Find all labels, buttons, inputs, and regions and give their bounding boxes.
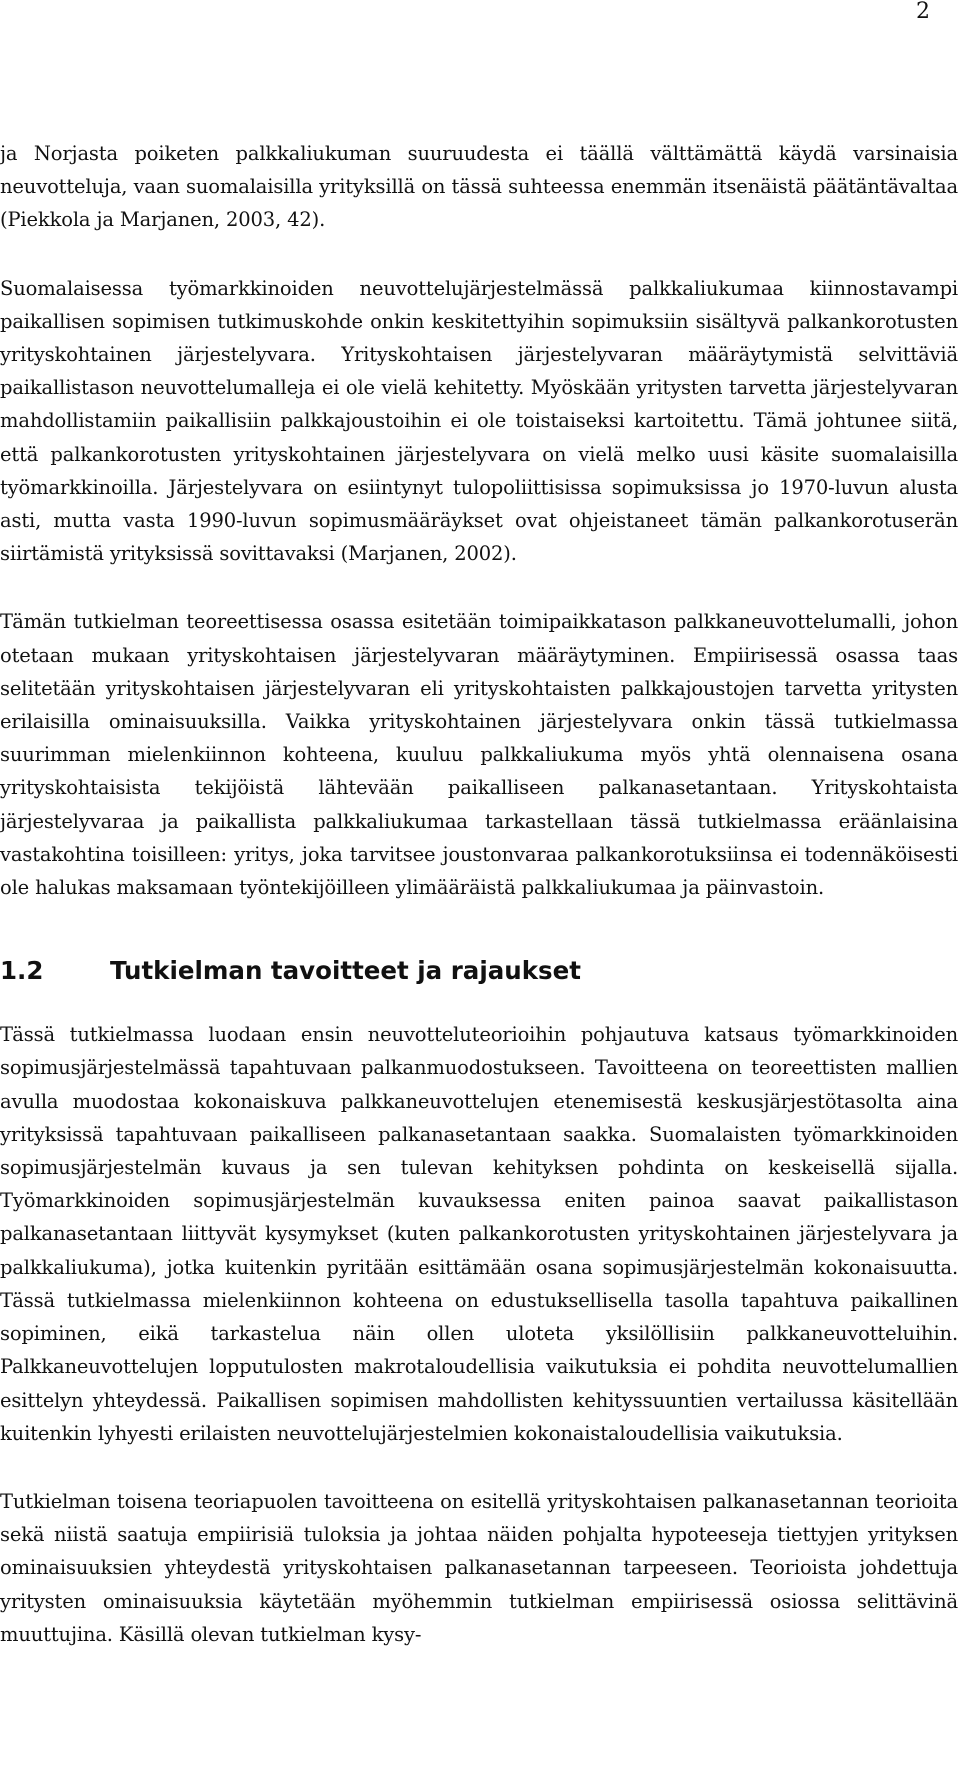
section-heading xyxy=(0,954,958,988)
section-title: Tutkielman tavoitteet ja rajaukset xyxy=(110,956,581,986)
paragraph: Tämän tutkielman teoreettisessa osassa esitetään toimipaikkatason palkkaneuvottelumalli, johon otetaan mukaan yrityskohtaisen järjestelyvaran määräytyminen. Empiirisessä osassa taas selitetään yrityskohtaisen järjestelyvaran eli yrityskohtaisten palkkajoustojen tarvetta yritysten erilaisilla ominaisuuksilla. Vaikka yrityskohtainen järjestelyvara onkin tässä tutkielmassa suurimman mielenkiinnon kohteena, kuuluu palkkaliukuma myös yhtä olennaisena osana yrityskohtaisista tekijöistä lähtevään paikalliseen palkanasetantaan. Yrityskohtaista järjestelyvaraa ja paikallista palkkaliukumaa tarkastellaan tässä tutkielmassa eräänlaisina vastakohtina toisilleen: yritys, joka tarvitsee joustonvaraa palkankorotuksiinsa ei todennäköisesti ole halukas maksamaan työntekijöilleen ylimääräistä palkkaliukumaa ja päinvastoin. xyxy=(0,610,958,900)
paragraph: ja Norjasta poiketen palkkaliukuman suuruudesta ei täällä välttämättä käydä varsinaisia neuvotteluja, vaan suomalaisilla yrityksillä on tässä suhteessa enemmän itsenäistä päätäntävaltaa (Piekkola ja Marjanen, 2003, 42). xyxy=(0,142,958,232)
document-body xyxy=(0,137,958,1651)
page-number: 2 xyxy=(916,0,930,24)
paragraph: Tutkielman toisena teoriapuolen tavoitteena on esitellä yrityskohtaisen palkanasetannan teorioita sekä niistä saatuja empiirisiä tuloksia ja johtaa näiden pohjalta hypoteeseja tiettyjen yrityksen ominaisuuksien yhteydestä yrityskohtaisen palkanasetannan tarpeeseen. Teorioista johdettuja yritysten ominaisuuksia käytetään myöhemmin tutkielman empiirisessä osiossa selittävinä muuttujina. Käsillä olevan tutkielman kysy- xyxy=(0,1489,958,1646)
paragraph: Suomalaisessa työmarkkinoiden neuvottelujärjestelmässä palkkaliukumaa kiinnostavampi paikallisen sopimisen tutkimuskohde onkin keskitettyihin sopimuksiin sisältyvä palkankorotusten yrityskohtainen järjestelyvara. Yrityskohtaisen järjestelyvaran määräytymistä selvittäviä paikallistason neuvottelumalleja ei ole vielä kehitetty. Myöskään yritysten tarvetta järjestelyvaran mahdollistamiin paikallisiin palkkajoustoihin ei ole toistaiseksi kartoitettu. Tämä johtunee siitä, että palkankorotusten yrityskohtainen järjestelyvara on vielä melko uusi käsite suomalaisilla työmarkkinoilla. Järjestelyvara on esiintynyt tulopoliittisissa sopimuksissa jo 1970-luvun alusta asti, mutta vasta 1990-luvun sopimusmääräykset ovat ohjeistaneet tämän palkankorotuserän siirtämistä yrityksissä sovittavaksi (Marjanen, 2002). xyxy=(0,276,958,566)
paragraph: Tässä tutkielmassa luodaan ensin neuvotteluteorioihin pohjautuva katsaus työmarkkinoiden sopimusjärjestelmässä tapahtuvaan palkanmuodostukseen. Tavoitteena on teoreettisten mallien avulla muodostaa kokonaiskuva palkkaneuvottelujen etenemisestä keskusjärjestötasolta aina yrityksissä tapahtuvaan paikalliseen palkanasetantaan saakka. Suomalaisten työmarkkinoiden sopimusjärjestelmän kuvaus ja sen tulevan kehityksen pohdinta on keskeisellä sijalla. Työmarkkinoiden sopimusjärjestelmän kuvauksessa eniten painoa saavat paikallistason palkanasetantaan liittyvät kysymykset (kuten palkankorotusten yrityskohtainen järjestelyvara ja palkkaliukuma), jotka kuitenkin pyritään esittämään osana sopimusjärjestelmän kokonaisuutta. Tässä tutkielmassa mielenkiinnon kohteena on edustuksellisella tasolla tapahtuva paikallinen sopiminen, eikä tarkastelua näin ollen uloteta yksilöllisiin palkkaneuvotteluihin. Palkkaneuvottelujen lopputulosten makrotaloudellisia vaikutuksia ei pohdita neuvottelumallien esittelyn yhteydessä. Paikallisen sopimisen mahdollisten kehityssuuntien vertailussa käsitellään kuitenkin lyhyesti erilaisten neuvottelujärjestelmien kokonaistaloudellisia vaikutuksia. xyxy=(0,1023,958,1445)
section-number: 1.2 xyxy=(0,956,44,986)
